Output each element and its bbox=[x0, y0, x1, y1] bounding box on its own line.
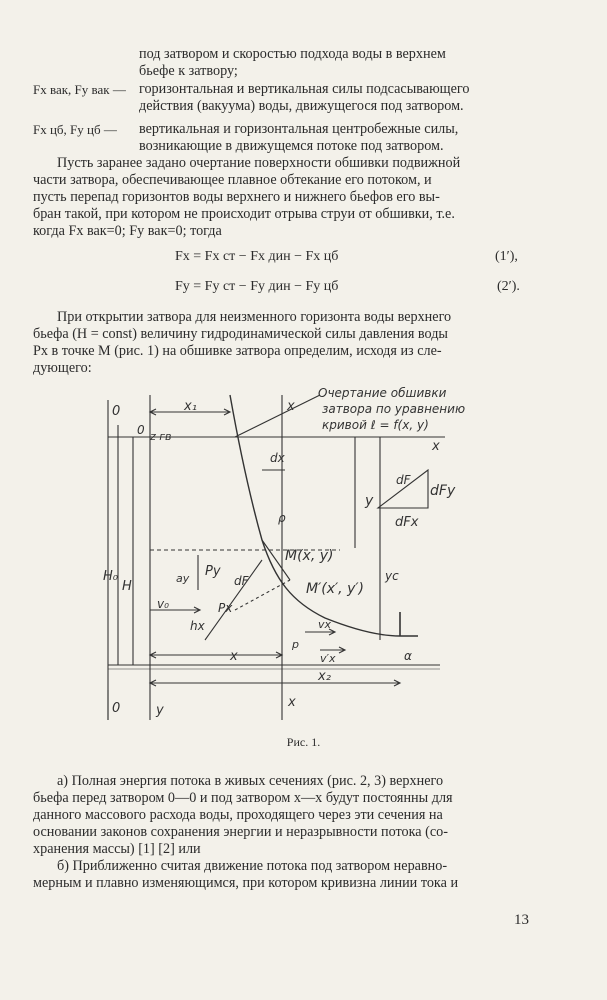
para1-line4: бран такой, при котором не происходит отрыва струи от обшивки, т.е. bbox=[33, 206, 455, 222]
label-yc: yc bbox=[385, 569, 399, 583]
label-ay: ay bbox=[176, 572, 190, 585]
equation-1: Fx = Fx ст − Fx дин − Fx цб bbox=[175, 249, 339, 264]
label-M-prime: M′(x′, y′) bbox=[306, 581, 365, 597]
label-dF-triangle: dF bbox=[396, 473, 411, 487]
para3-line1: а) Полная энергия потока в живых сечениях (рис. 2, 3) верхнего bbox=[57, 773, 444, 789]
annotation-line2: затвора по уравнению bbox=[322, 402, 466, 416]
label-x-axis-bottom: x bbox=[288, 695, 296, 710]
para2-line1: При открытии затвора для неизменного горизонта воды верхнего bbox=[57, 309, 452, 325]
para2-line4: дующего: bbox=[33, 360, 92, 376]
label-zgv: z гв bbox=[150, 430, 172, 443]
page-number: 13 bbox=[514, 912, 529, 928]
label-Py: Py bbox=[205, 564, 221, 579]
label-O-left: 0 bbox=[137, 423, 145, 437]
def3-symbol: Fx цб, Fy цб — bbox=[33, 122, 117, 137]
label-dFy: dFy bbox=[430, 483, 456, 499]
para1-line5: когда Fx вак=0; Fy вак=0; тогда bbox=[33, 223, 222, 239]
label-H: H bbox=[122, 579, 132, 594]
label-vx-prime: v′x bbox=[320, 652, 336, 665]
label-H0: H₀ bbox=[103, 569, 118, 584]
label-dF: dF bbox=[234, 574, 249, 588]
para2-line2: бьефа (H = const) величину гидродинамической силы давления воды bbox=[33, 326, 448, 342]
label-x-top: x bbox=[287, 399, 295, 414]
label-Ps: Pх bbox=[218, 601, 233, 615]
equation-2: Fy = Fy ст − Fy дин − Fy цб bbox=[175, 279, 339, 294]
def3-line2: возникающие в движущемся потоке под затвором. bbox=[139, 138, 444, 154]
label-M: M(x, y) bbox=[285, 548, 334, 564]
label-rho: ρ bbox=[278, 511, 286, 525]
para3-line3: данного массового расхода воды, проходящего через эти сечения на bbox=[33, 807, 443, 823]
para2-line3: Px в точке M (рис. 1) на обшивке затвора определим, исходя из сле- bbox=[33, 343, 442, 359]
label-hx: hx bbox=[190, 619, 205, 633]
label-dx: dx bbox=[270, 451, 285, 465]
label-x-bottom: x bbox=[230, 649, 238, 664]
label-vx: vx bbox=[318, 618, 332, 631]
def1-line1: под затвором и скоростью подхода воды в верхнем bbox=[139, 46, 446, 62]
label-alpha: α bbox=[404, 649, 412, 663]
label-x1: x₁ bbox=[184, 399, 197, 414]
def2-line1: горизонтальная и вертикальная силы подсасывающего bbox=[139, 81, 470, 97]
annotation-line3: кривой ℓ = f(x, y) bbox=[322, 418, 429, 432]
label-dFx: dFx bbox=[395, 515, 419, 530]
para1-line1: Пусть заранее задано очертание поверхности обшивки подвижной bbox=[57, 155, 461, 171]
para3-line2: бьефа перед затвором 0—0 и под затвором x—x будут постоянны для bbox=[33, 790, 453, 806]
annotation-line1: Очертание обшивки bbox=[318, 386, 447, 400]
def2-line2: действия (вакуума) воды, движущегося под затвором. bbox=[139, 98, 464, 114]
para4-line2: мерным и плавно изменяющимся, при котором кривизна линии тока и bbox=[33, 875, 459, 891]
equation-2-number: (2′). bbox=[497, 279, 520, 294]
def3-line1: вертикальная и горизонтальная центробежные силы, bbox=[139, 121, 459, 137]
label-y-bottom: y bbox=[156, 703, 164, 718]
label-O-top: 0 bbox=[112, 404, 121, 419]
para1-line2: части затвора, обеспечивающее плавное обтекание его потоком, и bbox=[33, 172, 432, 188]
figure-caption: Рис. 1. bbox=[286, 735, 321, 749]
para4-line1: б) Приближенно считая движение потока под затвором неравно- bbox=[57, 858, 448, 874]
label-x2: x₂ bbox=[318, 669, 331, 684]
label-O-bottom: 0 bbox=[112, 701, 121, 716]
def2-symbol: Fx вак, Fy вак — bbox=[33, 82, 126, 97]
label-x-right: x bbox=[432, 439, 440, 454]
para3-line5: хранения массы) [1] [2] или bbox=[33, 841, 201, 857]
label-p: p bbox=[292, 638, 299, 651]
para3-line4: основании законов сохранения энергии и неразрывности потока (со- bbox=[33, 824, 448, 840]
para1-line3: пусть перепад горизонтов воды верхнего и нижнего бьефов его вы- bbox=[33, 189, 440, 205]
def1-line2: бьефе к затвору; bbox=[139, 63, 238, 79]
equation-1-number: (1′), bbox=[495, 249, 518, 264]
label-v0: v₀ bbox=[157, 597, 169, 611]
label-y: y bbox=[365, 493, 374, 509]
